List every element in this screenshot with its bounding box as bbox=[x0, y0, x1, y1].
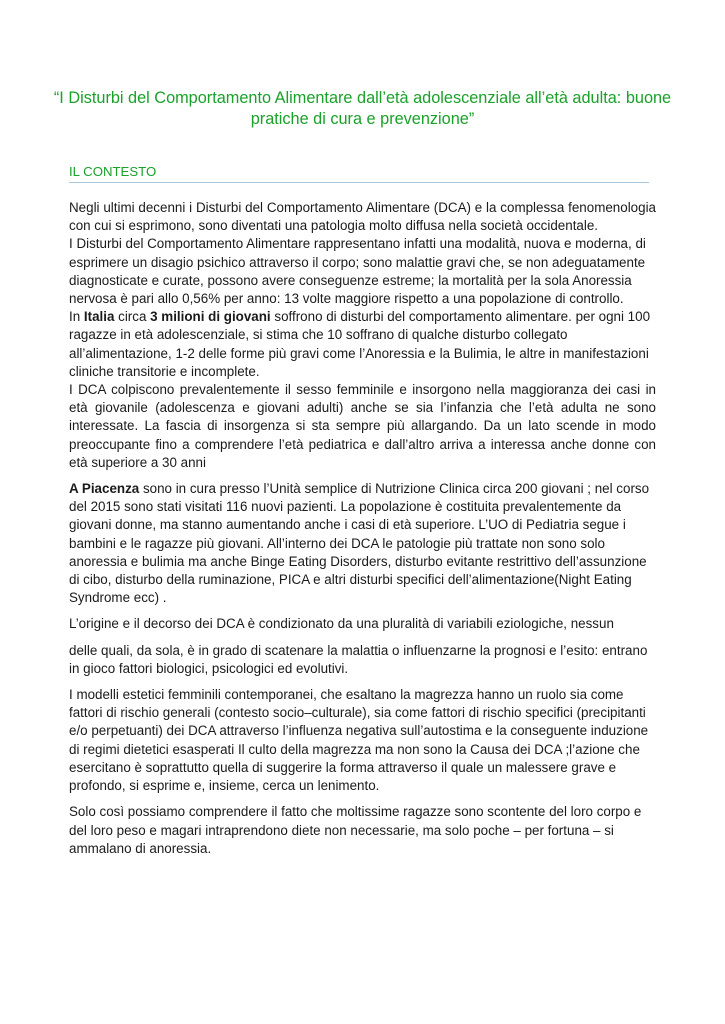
paragraph-3-pre: In bbox=[69, 309, 84, 325]
paragraph-3 bbox=[69, 308, 656, 381]
paragraph-5-bold-piacenza: A Piacenza bbox=[69, 481, 140, 497]
paragraph-6: L’origine e il decorso dei DCA è condizionato da una pluralità di variabili eziologiche, nessun bbox=[69, 616, 614, 632]
paragraph-9: Solo così possiamo comprendere il fatto che moltissime ragazze sono scontente del loro corpo e del loro peso e magari intraprendono diete non necessarie, ma solo poche – per fortuna – si ammalano di anoressia. bbox=[69, 804, 642, 856]
section-divider bbox=[69, 182, 649, 183]
section-heading: IL CONTESTO bbox=[69, 164, 157, 179]
paragraph-7: delle quali, da sola, è in grado di scatenare la malattia o influenzarne la prognosi e l’esito: entrano in gioco fattori biologici, psicologici ed evolutivi. bbox=[69, 642, 648, 676]
paragraph-3-post: soffrono di disturbi del comportamento alimentare. per ogni 100 ragazze in età adolescenziale, si stima che 10 soffrano di qualche disturbo collegato all’alimentazione, 1-2 delle forme più gravi come l’Anoressia e la Bulimia, le altre in manifestazioni cliniche transitorie e incomplete. bbox=[69, 309, 651, 379]
document-body bbox=[69, 199, 656, 858]
paragraph-2: I Disturbi del Comportamento Alimentare rappresentano infatti una modalità, nuova e moderna, di esprimere un disagio psichico attraverso il corpo; sono malattie gravi che, se non adeguatamente diagnosticate e curate, possono avere conseguenze estreme; la mortalità per la sola Anoressia nervosa è pari allo 0,56% per anno: 13 volte maggiore rispetto a una popolazione di controllo. bbox=[69, 236, 646, 307]
paragraph-1: Negli ultimi decenni i Disturbi del Comportamento Alimentare (DCA) e la complessa fenomenologia con cui si esprimono, sono diventati una patologia molto diffusa nella società occidentale. bbox=[69, 200, 656, 234]
paragraph-3-bold-italia: Italia bbox=[83, 309, 115, 325]
paragraph-8: I modelli estetici femminili contemporanei, che esaltano la magrezza hanno un ruolo sia come fattori di rischio generali (contesto socio–culturale), sia come fattori di rischio specifici (precipitanti e/o perpetuanti) dei DCA attraverso l’influenza negativa sull’autostima e la conseguente induzione di regimi dietetici esasperati Il culto della magrezza ma non sono la Causa dei DCA ;l’azione che esercitano è soprattutto quella di suggerire la forma attraverso il quale un malessere grave e profondo, si esprime e, insieme, cerca un lenimento. bbox=[69, 687, 649, 794]
paragraph-5-text: sono in cura presso l’Unità semplice di Nutrizione Clinica circa 200 giovani ; nel corso del 2015 sono stati visitati 116 nuovi pazienti. La popolazione è costituita prevalentemente da giovani donne, ma stanno aumentando anche i casi di età superiore. L’UO di Pediatria segue i bambini e le ragazze più giovani. All’interno dei DCA le patologie più trattate non sono solo anoressia e bulimia ma anche Binge Eating Disorders, disturbo evitante restrittivo dell’assunzione di cibo, disturbo della ruminazione, PICA e altri disturbi specifici dell’alimentazione(Night Eating Syndrome ecc) . bbox=[69, 481, 650, 606]
document-title: “I Disturbi del Comportamento Alimentare dall’età adolescenziale all’età adulta: buone pratiche di cura e prevenzione” bbox=[53, 89, 672, 128]
paragraph-5 bbox=[69, 480, 656, 607]
paragraph-4: I DCA colpiscono prevalentemente il sesso femminile e insorgono nella maggioranza dei casi in età giovanile (adolescenza e giovani adulti) anche se sia l’infanzia che l’età adulta ne sono interessate. La fascia di insorgenza si sta sempre più allargando. Da un lato scende in modo preoccupante fino a comprendere l’età pediatrica e dall’altro arriva a interessa anche donne con età superiore a 30 anni bbox=[69, 382, 656, 470]
paragraph-3-mid: circa bbox=[114, 309, 151, 325]
paragraph-3-bold-giovani: 3 milioni di giovani bbox=[150, 309, 271, 325]
